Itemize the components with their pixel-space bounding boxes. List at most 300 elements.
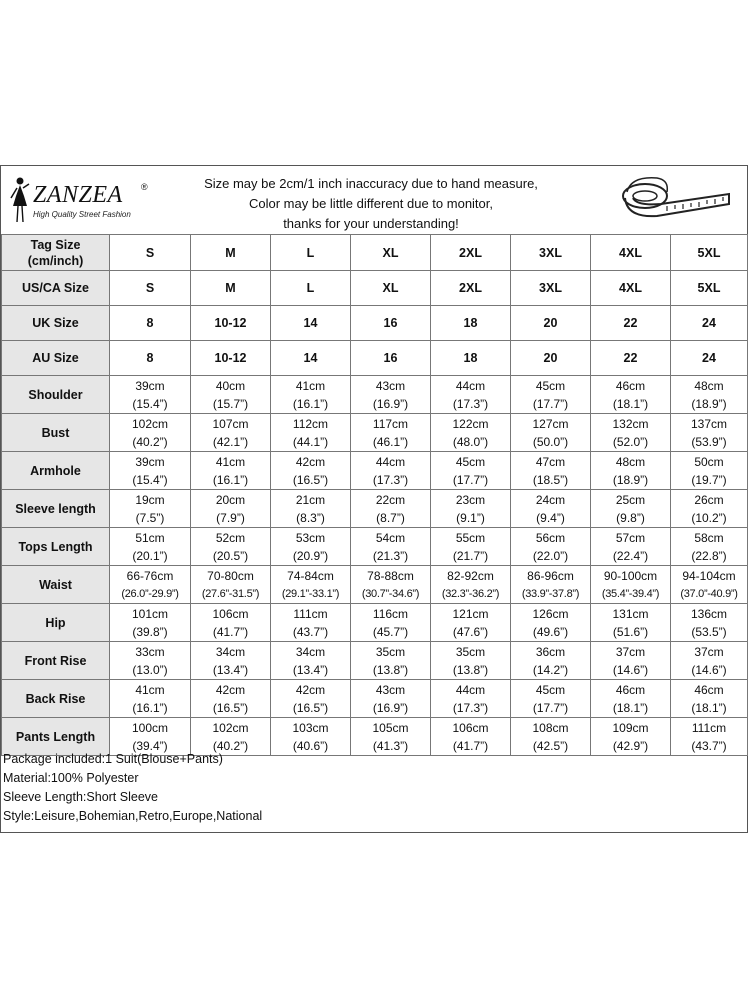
- measurement-cell: [351, 452, 431, 490]
- inch-value: (16.9”): [372, 700, 409, 715]
- inch-value: (44.1”): [292, 434, 329, 449]
- inch-value: (53.5”): [691, 624, 727, 639]
- inch-value: (18.1”): [691, 700, 727, 715]
- cm-value: 47cm: [535, 454, 566, 469]
- cm-value: 39cm: [135, 454, 165, 469]
- size-cell: 5XL: [671, 271, 748, 306]
- cm-value: 112cm: [292, 416, 329, 431]
- cm-value: 45cm: [455, 454, 486, 469]
- size-cell: 16: [351, 306, 431, 341]
- size-cell: 22: [591, 341, 671, 376]
- cm-value: 26cm: [694, 492, 724, 507]
- measurement-cell: [110, 490, 191, 528]
- measurement-notice: [191, 174, 551, 234]
- size-cell: 3XL: [511, 235, 591, 271]
- inch-value: (17.7”): [532, 396, 569, 411]
- inch-value: (13.8”): [372, 662, 409, 677]
- measurement-cell: [191, 642, 271, 680]
- inch-value: (9.1”): [456, 510, 485, 525]
- measurement-cell: [671, 528, 748, 566]
- cm-value: 70-80cm: [207, 568, 254, 583]
- cm-value: 34cm: [215, 644, 246, 659]
- inch-value: (29.1”-33.1”): [281, 587, 340, 600]
- measurement-cell: [671, 680, 748, 718]
- measurement-cell: [110, 604, 191, 642]
- inch-value: (15.4”): [132, 396, 168, 411]
- cm-value: 48cm: [694, 378, 724, 393]
- sleeve-info: Sleeve Length:Short Sleeve: [3, 790, 158, 804]
- cm-value: 101cm: [131, 606, 169, 621]
- measurement-cell: [351, 528, 431, 566]
- size-cell: 20: [511, 341, 591, 376]
- inch-value: (40.2”): [132, 434, 168, 449]
- measurement-cell: [671, 452, 748, 490]
- measurement-cell: [511, 452, 591, 490]
- inch-value: (19.7”): [691, 472, 727, 487]
- inch-value: (41.7”): [452, 738, 489, 753]
- inch-value: (43.7”): [292, 624, 329, 639]
- cm-value: 48cm: [615, 454, 646, 469]
- inch-value: (20.1”): [132, 548, 168, 563]
- measurement-cell: [110, 528, 191, 566]
- cm-value: 39cm: [135, 378, 165, 393]
- measurement-row: [2, 604, 748, 642]
- size-row-label-line: UK Size: [32, 316, 79, 330]
- inch-value: (52.0”): [612, 434, 649, 449]
- fashion-figure-icon: [9, 176, 31, 226]
- cm-value: 46cm: [615, 682, 646, 697]
- size-cell: 22: [591, 306, 671, 341]
- inch-value: (16.5”): [292, 472, 329, 487]
- inch-value: (18.9”): [612, 472, 649, 487]
- brand-logo: [7, 172, 167, 228]
- inch-value: (15.7”): [212, 396, 249, 411]
- inch-value: (22.4”): [612, 548, 649, 563]
- inch-value: (42.5”): [532, 738, 569, 753]
- size-cell: 18: [431, 341, 511, 376]
- measurement-row: [2, 528, 748, 566]
- measurement-cell: [511, 490, 591, 528]
- inch-value: (9.8”): [616, 510, 645, 525]
- inch-value: (16.9”): [372, 396, 409, 411]
- inch-value: (14.2”): [532, 662, 569, 677]
- cm-value: 53cm: [295, 530, 326, 545]
- measurement-cell: [511, 566, 591, 604]
- inch-value: (16.1”): [212, 472, 249, 487]
- measurement-cell: [511, 414, 591, 452]
- cm-value: 54cm: [375, 530, 406, 545]
- inch-value: (43.7”): [691, 738, 727, 753]
- inch-value: (7.5”): [135, 510, 165, 525]
- inch-value: (39.4”): [132, 738, 168, 753]
- measurement-cell: [591, 452, 671, 490]
- inch-value: (45.7”): [372, 624, 409, 639]
- cm-value: 34cm: [295, 644, 326, 659]
- measurement-cell: [431, 528, 511, 566]
- measurement-row: [2, 452, 748, 490]
- inch-value: (21.3”): [372, 548, 409, 563]
- material-info: Material:100% Polyester: [3, 771, 139, 785]
- cm-value: 42cm: [295, 682, 326, 697]
- measurement-cell: [191, 452, 271, 490]
- cm-value: 106cm: [212, 606, 249, 621]
- size-chart-sheet: [0, 165, 748, 833]
- measurement-label: Shoulder: [2, 376, 110, 414]
- measurement-cell: [191, 490, 271, 528]
- size-cell: 2XL: [431, 235, 511, 271]
- size-row-label-line: Tag Size: [30, 237, 81, 252]
- cm-value: 86-96cm: [527, 568, 574, 583]
- size-table: [1, 234, 748, 756]
- cm-value: 111cm: [293, 606, 328, 621]
- measurement-cell: [591, 528, 671, 566]
- measurement-label: Tops Length: [2, 528, 110, 566]
- size-row: [2, 306, 748, 341]
- measurement-row: [2, 376, 748, 414]
- measurement-cell: [191, 414, 271, 452]
- measurement-cell: [351, 414, 431, 452]
- inch-value: (14.6”): [612, 662, 649, 677]
- cm-value: 24cm: [535, 492, 566, 507]
- cm-value: 82-92cm: [447, 568, 494, 583]
- inch-value: (46.1”): [372, 434, 409, 449]
- product-details: [3, 750, 743, 826]
- cm-value: 44cm: [455, 682, 486, 697]
- inch-value: (49.6”): [532, 624, 569, 639]
- cm-value: 100cm: [131, 720, 169, 735]
- inch-value: (20.9”): [292, 548, 329, 563]
- cm-value: 132cm: [612, 416, 649, 431]
- cm-value: 58cm: [694, 530, 724, 545]
- measurement-cell: [191, 376, 271, 414]
- measurement-cell: [271, 680, 351, 718]
- cm-value: 117cm: [372, 416, 409, 431]
- cm-value: 103cm: [292, 720, 329, 735]
- inch-value: (13.4”): [212, 662, 249, 677]
- measurement-label: Waist: [2, 566, 110, 604]
- inch-value: (13.0”): [132, 662, 168, 677]
- size-cell: S: [110, 235, 191, 271]
- measurement-cell: [271, 566, 351, 604]
- cm-value: 66-76cm: [126, 568, 174, 583]
- cm-value: 111cm: [691, 720, 727, 735]
- cm-value: 109cm: [612, 720, 649, 735]
- inch-value: (18.1”): [612, 700, 649, 715]
- measurement-cell: [671, 604, 748, 642]
- measurement-cell: [191, 680, 271, 718]
- cm-value: 41cm: [215, 454, 246, 469]
- brand-name: ZANZEA: [33, 182, 123, 208]
- inch-value: (42.1”): [212, 434, 249, 449]
- cm-value: 126cm: [532, 606, 569, 621]
- inch-value: (10.2”): [691, 510, 727, 525]
- size-cell: XL: [351, 271, 431, 306]
- measurement-cell: [591, 604, 671, 642]
- size-cell: 8: [110, 341, 191, 376]
- cm-value: 35cm: [455, 644, 486, 659]
- style-info: Style:Leisure,Bohemian,Retro,Europe,National: [3, 809, 263, 823]
- inch-value: (14.6”): [691, 662, 727, 677]
- size-cell: XL: [351, 235, 431, 271]
- cm-value: 22cm: [375, 492, 406, 507]
- inch-value: (20.5”): [212, 548, 249, 563]
- inch-value: (42.9”): [612, 738, 649, 753]
- inch-value: (53.9”): [691, 434, 727, 449]
- cm-value: 23cm: [455, 492, 486, 507]
- measurement-cell: [591, 642, 671, 680]
- package-info: Package included:1 Suit(Blouse+Pants): [3, 752, 223, 766]
- size-cell: 24: [671, 341, 748, 376]
- measurement-cell: [110, 680, 191, 718]
- measurement-cell: [271, 452, 351, 490]
- cm-value: 102cm: [212, 720, 249, 735]
- size-row-label-line: US/CA Size: [22, 281, 89, 295]
- size-cell: S: [110, 271, 191, 306]
- inch-value: (17.3”): [452, 700, 489, 715]
- cm-value: 41cm: [295, 378, 326, 393]
- size-cell: 10-12: [191, 306, 271, 341]
- measurement-cell: [671, 376, 748, 414]
- cm-value: 37cm: [694, 644, 724, 659]
- size-cell: L: [271, 235, 351, 271]
- inch-value: (47.6”): [452, 624, 489, 639]
- inch-value: (51.6”): [612, 624, 649, 639]
- cm-value: 106cm: [452, 720, 489, 735]
- cm-value: 78-88cm: [367, 568, 414, 583]
- size-cell: M: [191, 271, 271, 306]
- cm-value: 40cm: [215, 378, 246, 393]
- measurement-label: Back Rise: [2, 680, 110, 718]
- cm-value: 44cm: [375, 454, 406, 469]
- measurement-cell: [671, 414, 748, 452]
- size-row-label-line: (cm/inch): [27, 253, 84, 268]
- measurement-cell: [431, 490, 511, 528]
- measurement-cell: [431, 642, 511, 680]
- measurement-label: Hip: [2, 604, 110, 642]
- inch-value: (16.5”): [212, 700, 249, 715]
- measurement-label: Armhole: [2, 452, 110, 490]
- notice-line: Color may be little different due to monitor,: [249, 196, 493, 211]
- inch-value: (18.5”): [532, 472, 569, 487]
- measurement-cell: [351, 642, 431, 680]
- inch-value: (8.3”): [296, 510, 325, 525]
- inch-value: (41.3”): [372, 738, 409, 753]
- cm-value: 52cm: [215, 530, 246, 545]
- cm-value: 57cm: [615, 530, 646, 545]
- measurement-label: Sleeve length: [2, 490, 110, 528]
- inch-value: (13.8”): [452, 662, 489, 677]
- cm-value: 56cm: [535, 530, 566, 545]
- cm-value: 43cm: [375, 378, 406, 393]
- cm-value: 94-104cm: [682, 568, 736, 583]
- measurement-cell: [271, 528, 351, 566]
- cm-value: 20cm: [215, 492, 246, 507]
- measurement-cell: [110, 414, 191, 452]
- notice-line: thanks for your understanding!: [283, 216, 459, 231]
- size-row-label: [2, 341, 110, 376]
- inch-value: (18.9”): [691, 396, 727, 411]
- cm-value: 116cm: [372, 606, 409, 621]
- measurement-cell: [511, 376, 591, 414]
- inch-value: (21.7”): [452, 548, 489, 563]
- size-cell: 16: [351, 341, 431, 376]
- cm-value: 137cm: [690, 416, 728, 431]
- cm-value: 25cm: [615, 492, 646, 507]
- measurement-cell: [351, 566, 431, 604]
- measurement-cell: [591, 414, 671, 452]
- size-cell: 2XL: [431, 271, 511, 306]
- cm-value: 42cm: [215, 682, 246, 697]
- measurement-cell: [271, 642, 351, 680]
- size-cell: 5XL: [671, 235, 748, 271]
- measurement-cell: [511, 604, 591, 642]
- measurement-cell: [191, 528, 271, 566]
- size-cell: L: [271, 271, 351, 306]
- measurement-cell: [591, 376, 671, 414]
- inch-value: (15.4”): [132, 472, 168, 487]
- size-cell: 20: [511, 306, 591, 341]
- size-row-label-line: AU Size: [32, 351, 79, 365]
- inch-value: (40.2”): [212, 738, 249, 753]
- size-cell: 10-12: [191, 341, 271, 376]
- measurement-row: [2, 642, 748, 680]
- measurement-label: Front Rise: [2, 642, 110, 680]
- size-cell: M: [191, 235, 271, 271]
- measurement-cell: [351, 490, 431, 528]
- size-cell: 4XL: [591, 271, 671, 306]
- cm-value: 43cm: [375, 682, 406, 697]
- measurement-cell: [511, 680, 591, 718]
- inch-value: (16.1”): [292, 396, 329, 411]
- notice-line: Size may be 2cm/1 inch inaccuracy due to hand measure,: [204, 176, 538, 191]
- measurement-cell: [191, 566, 271, 604]
- measurement-row: [2, 680, 748, 718]
- cm-value: 90-100cm: [603, 568, 658, 583]
- inch-value: (35.4”-39.4”): [601, 587, 660, 600]
- cm-value: 19cm: [135, 492, 165, 507]
- inch-value: (22.0”): [532, 548, 569, 563]
- cm-value: 45cm: [535, 378, 566, 393]
- measurement-cell: [591, 490, 671, 528]
- cm-value: 46cm: [615, 378, 646, 393]
- registered-mark: ®: [141, 182, 148, 192]
- measurement-cell: [431, 414, 511, 452]
- measurement-cell: [431, 376, 511, 414]
- cm-value: 33cm: [135, 644, 165, 659]
- inch-value: (48.0”): [452, 434, 489, 449]
- cm-value: 136cm: [690, 606, 728, 621]
- size-cell: 8: [110, 306, 191, 341]
- measurement-cell: [271, 490, 351, 528]
- inch-value: (50.0”): [532, 434, 569, 449]
- inch-value: (17.3”): [452, 396, 489, 411]
- size-row: [2, 235, 748, 271]
- size-row-label: [2, 271, 110, 306]
- measurement-cell: [671, 490, 748, 528]
- measurement-row: [2, 566, 748, 604]
- inch-value: (7.9”): [216, 510, 245, 525]
- size-cell: 4XL: [591, 235, 671, 271]
- measurement-cell: [671, 642, 748, 680]
- cm-value: 122cm: [452, 416, 489, 431]
- cm-value: 37cm: [615, 644, 646, 659]
- inch-value: (13.4”): [292, 662, 329, 677]
- cm-value: 45cm: [535, 682, 566, 697]
- measurement-cell: [271, 604, 351, 642]
- cm-value: 46cm: [694, 682, 724, 697]
- inch-value: (27.6”-31.5”): [201, 587, 260, 600]
- measurement-cell: [431, 680, 511, 718]
- cm-value: 105cm: [372, 720, 409, 735]
- cm-value: 131cm: [612, 606, 649, 621]
- inch-value: (18.1”): [612, 396, 649, 411]
- measurement-cell: [110, 566, 191, 604]
- cm-value: 51cm: [135, 530, 165, 545]
- measurement-row: [2, 414, 748, 452]
- cm-value: 50cm: [694, 454, 724, 469]
- size-cell: 24: [671, 306, 748, 341]
- measurement-cell: [271, 414, 351, 452]
- measurement-label: Pants Length: [2, 718, 110, 756]
- inch-value: (22.8”): [691, 548, 727, 563]
- measurement-cell: [351, 680, 431, 718]
- size-row: [2, 271, 748, 306]
- measurement-cell: [351, 376, 431, 414]
- cm-value: 42cm: [295, 454, 326, 469]
- cm-value: 127cm: [532, 416, 569, 431]
- size-row-label: [2, 235, 110, 271]
- cm-value: 102cm: [131, 416, 169, 431]
- brand-tagline: High Quality Street Fashion: [33, 210, 131, 219]
- inch-value: (17.7”): [452, 472, 489, 487]
- cm-value: 41cm: [135, 682, 165, 697]
- measurement-cell: [511, 642, 591, 680]
- measurement-cell: [431, 566, 511, 604]
- measurement-cell: [431, 452, 511, 490]
- inch-value: (37.0”-40.9”): [680, 587, 738, 600]
- inch-value: (33.9”-37.8”): [521, 587, 580, 600]
- cm-value: 36cm: [535, 644, 566, 659]
- inch-value: (17.7”): [532, 700, 569, 715]
- size-row-label: [2, 306, 110, 341]
- inch-value: (9.4”): [536, 510, 565, 525]
- cm-value: 21cm: [295, 492, 326, 507]
- size-cell: 14: [271, 306, 351, 341]
- cm-value: 74-84cm: [287, 568, 334, 583]
- size-cell: 18: [431, 306, 511, 341]
- measurement-cell: [110, 376, 191, 414]
- measurement-cell: [591, 566, 671, 604]
- measurement-cell: [671, 566, 748, 604]
- measurement-cell: [110, 642, 191, 680]
- size-cell: 3XL: [511, 271, 591, 306]
- measurement-cell: [591, 680, 671, 718]
- cm-value: 121cm: [452, 606, 489, 621]
- inch-value: (32.3”-36.2”): [441, 587, 500, 600]
- chart-header: [1, 166, 747, 235]
- size-cell: 14: [271, 341, 351, 376]
- inch-value: (39.8”): [132, 624, 168, 639]
- cm-value: 108cm: [532, 720, 569, 735]
- size-row: [2, 341, 748, 376]
- inch-value: (26.0”-29.9”): [121, 587, 179, 600]
- cm-value: 107cm: [212, 416, 249, 431]
- inch-value: (8.7”): [376, 510, 405, 525]
- cm-value: 44cm: [455, 378, 486, 393]
- inch-value: (17.3”): [372, 472, 409, 487]
- inch-value: (40.6”): [292, 738, 329, 753]
- measurement-cell: [511, 528, 591, 566]
